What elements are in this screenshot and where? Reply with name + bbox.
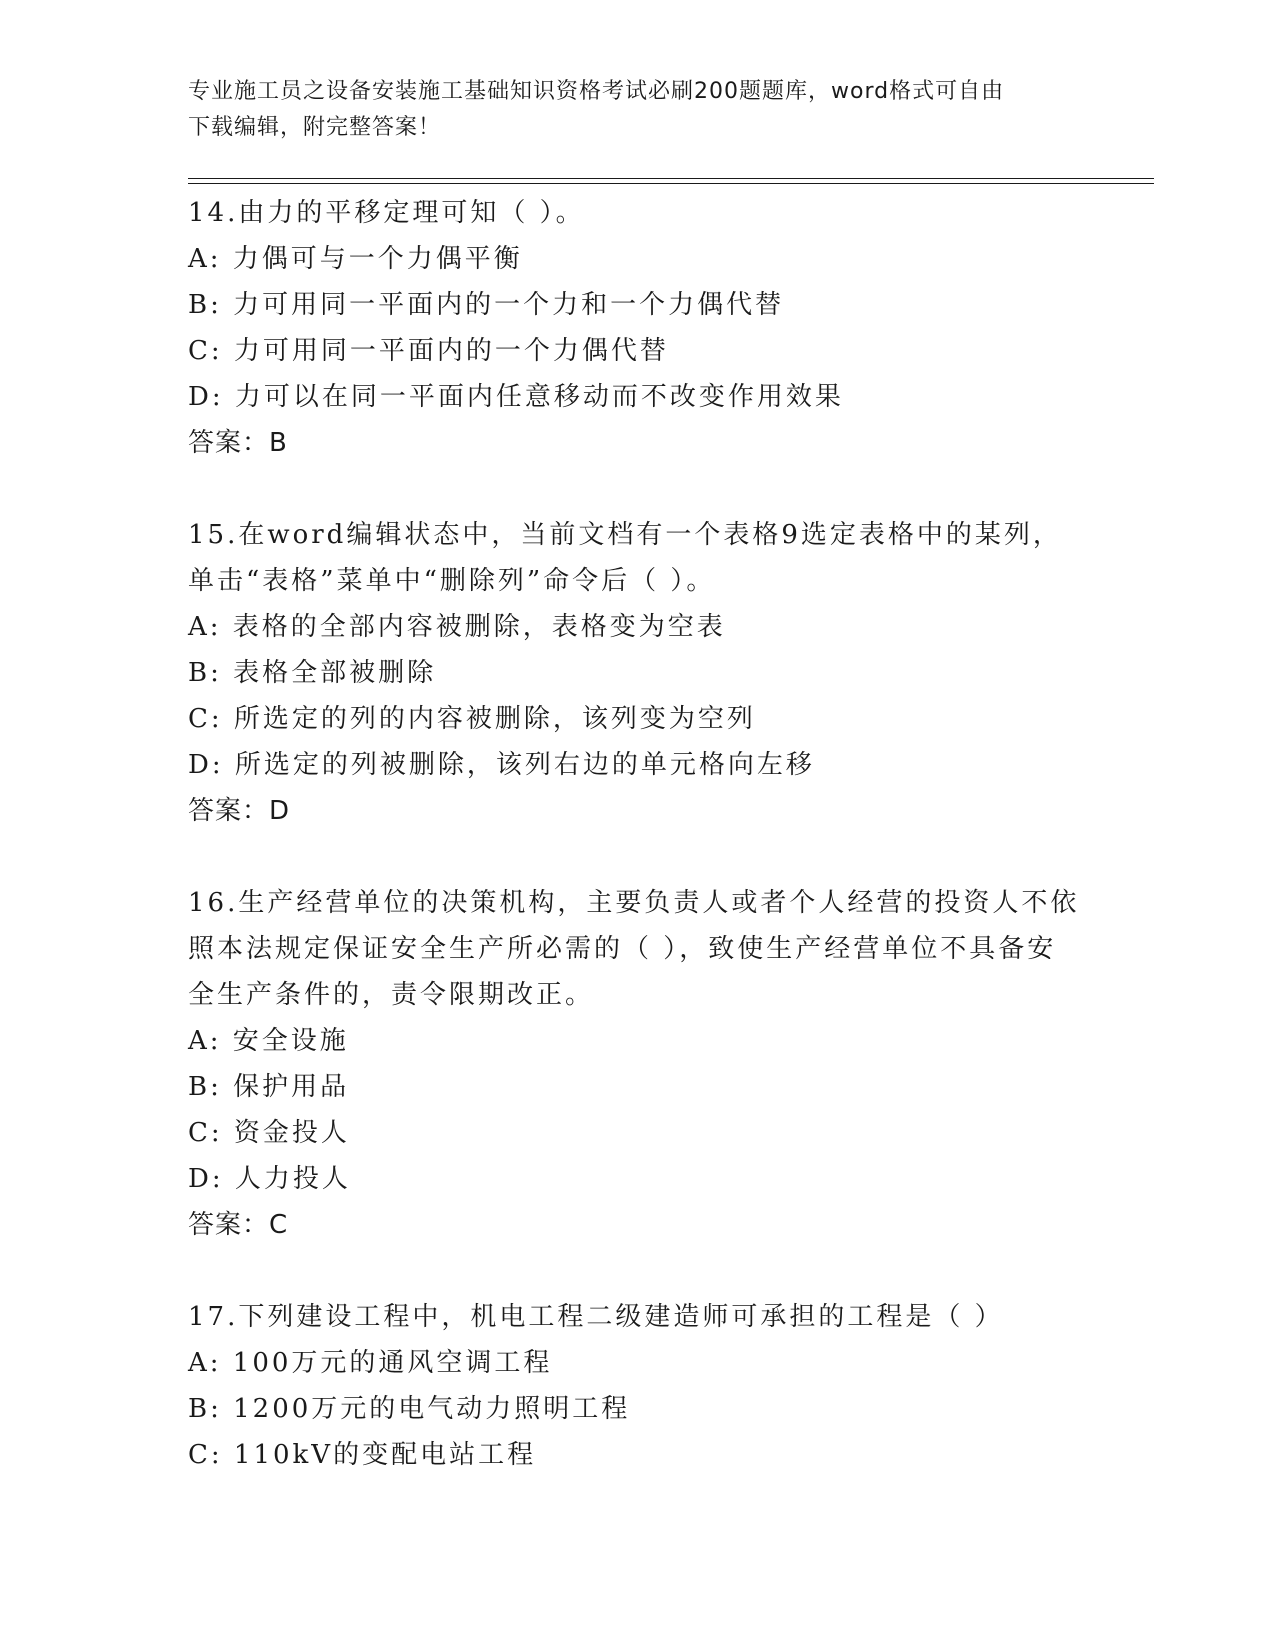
stem-line: 17.下列建设工程中，机电工程二级建造师可承担的工程是（ ） — [188, 1302, 1004, 1332]
header-divider-top — [188, 178, 1154, 179]
question-stem — [188, 1294, 1088, 1340]
question-stem — [188, 190, 1088, 236]
document-header — [188, 74, 1088, 146]
question-stem — [188, 512, 1088, 604]
option-b: B: 表格全部被删除 — [188, 658, 437, 688]
question-17 — [188, 1294, 1088, 1478]
stem-line: 单击“表格”菜单中“删除列”命令后（ ）。 — [188, 566, 716, 596]
option-a: A: 力偶可与一个力偶平衡 — [188, 244, 523, 274]
question-14 — [188, 190, 1088, 466]
option-c: C: 所选定的列的内容被删除，该列变为空列 — [188, 704, 756, 734]
question-15 — [188, 512, 1088, 834]
option-d: D: 人力投人 — [188, 1164, 351, 1194]
stem-line: 全生产条件的，责令限期改正。 — [188, 980, 595, 1010]
stem-line: 14.由力的平移定理可知（ ）。 — [188, 198, 585, 228]
question-stem — [188, 880, 1088, 1018]
header-title-line-2: 下载编辑，附完整答案！ — [188, 115, 442, 140]
answer-label: 答案：C — [188, 1210, 289, 1240]
option-c: C: 110kV的变配电站工程 — [188, 1440, 537, 1470]
stem-line: 照本法规定保证安全生产所必需的（ ），致使生产经营单位不具备安 — [188, 934, 1057, 964]
option-b: B: 力可用同一平面内的一个力和一个力偶代替 — [188, 290, 785, 320]
header-title-line-1: 专业施工员之设备安装施工基础知识资格考试必刷200题题库，word格式可自由 — [188, 79, 1005, 104]
option-a: A: 安全设施 — [188, 1026, 349, 1056]
header-divider-bottom — [188, 183, 1154, 184]
stem-line: 15.在word编辑状态中，当前文档有一个表格9选定表格中的某列， — [188, 520, 1062, 550]
question-list — [188, 190, 1088, 1524]
option-c: C: 资金投人 — [188, 1118, 350, 1148]
option-d: D: 力可以在同一平面内任意移动而不改变作用效果 — [188, 382, 844, 412]
answer-label: 答案：B — [188, 428, 288, 458]
option-d: D: 所选定的列被删除，该列右边的单元格向左移 — [188, 750, 815, 780]
option-b: B: 保护用品 — [188, 1072, 350, 1102]
question-16 — [188, 880, 1088, 1248]
option-c: C: 力可用同一平面内的一个力偶代替 — [188, 336, 669, 366]
answer-label: 答案：D — [188, 796, 291, 826]
option-b: B: 1200万元的电气动力照明工程 — [188, 1394, 631, 1424]
stem-line: 16.生产经营单位的决策机构，主要负责人或者个人经营的投资人不依 — [188, 888, 1080, 918]
option-a: A: 100万元的通风空调工程 — [188, 1348, 553, 1378]
option-a: A: 表格的全部内容被删除，表格变为空表 — [188, 612, 726, 642]
